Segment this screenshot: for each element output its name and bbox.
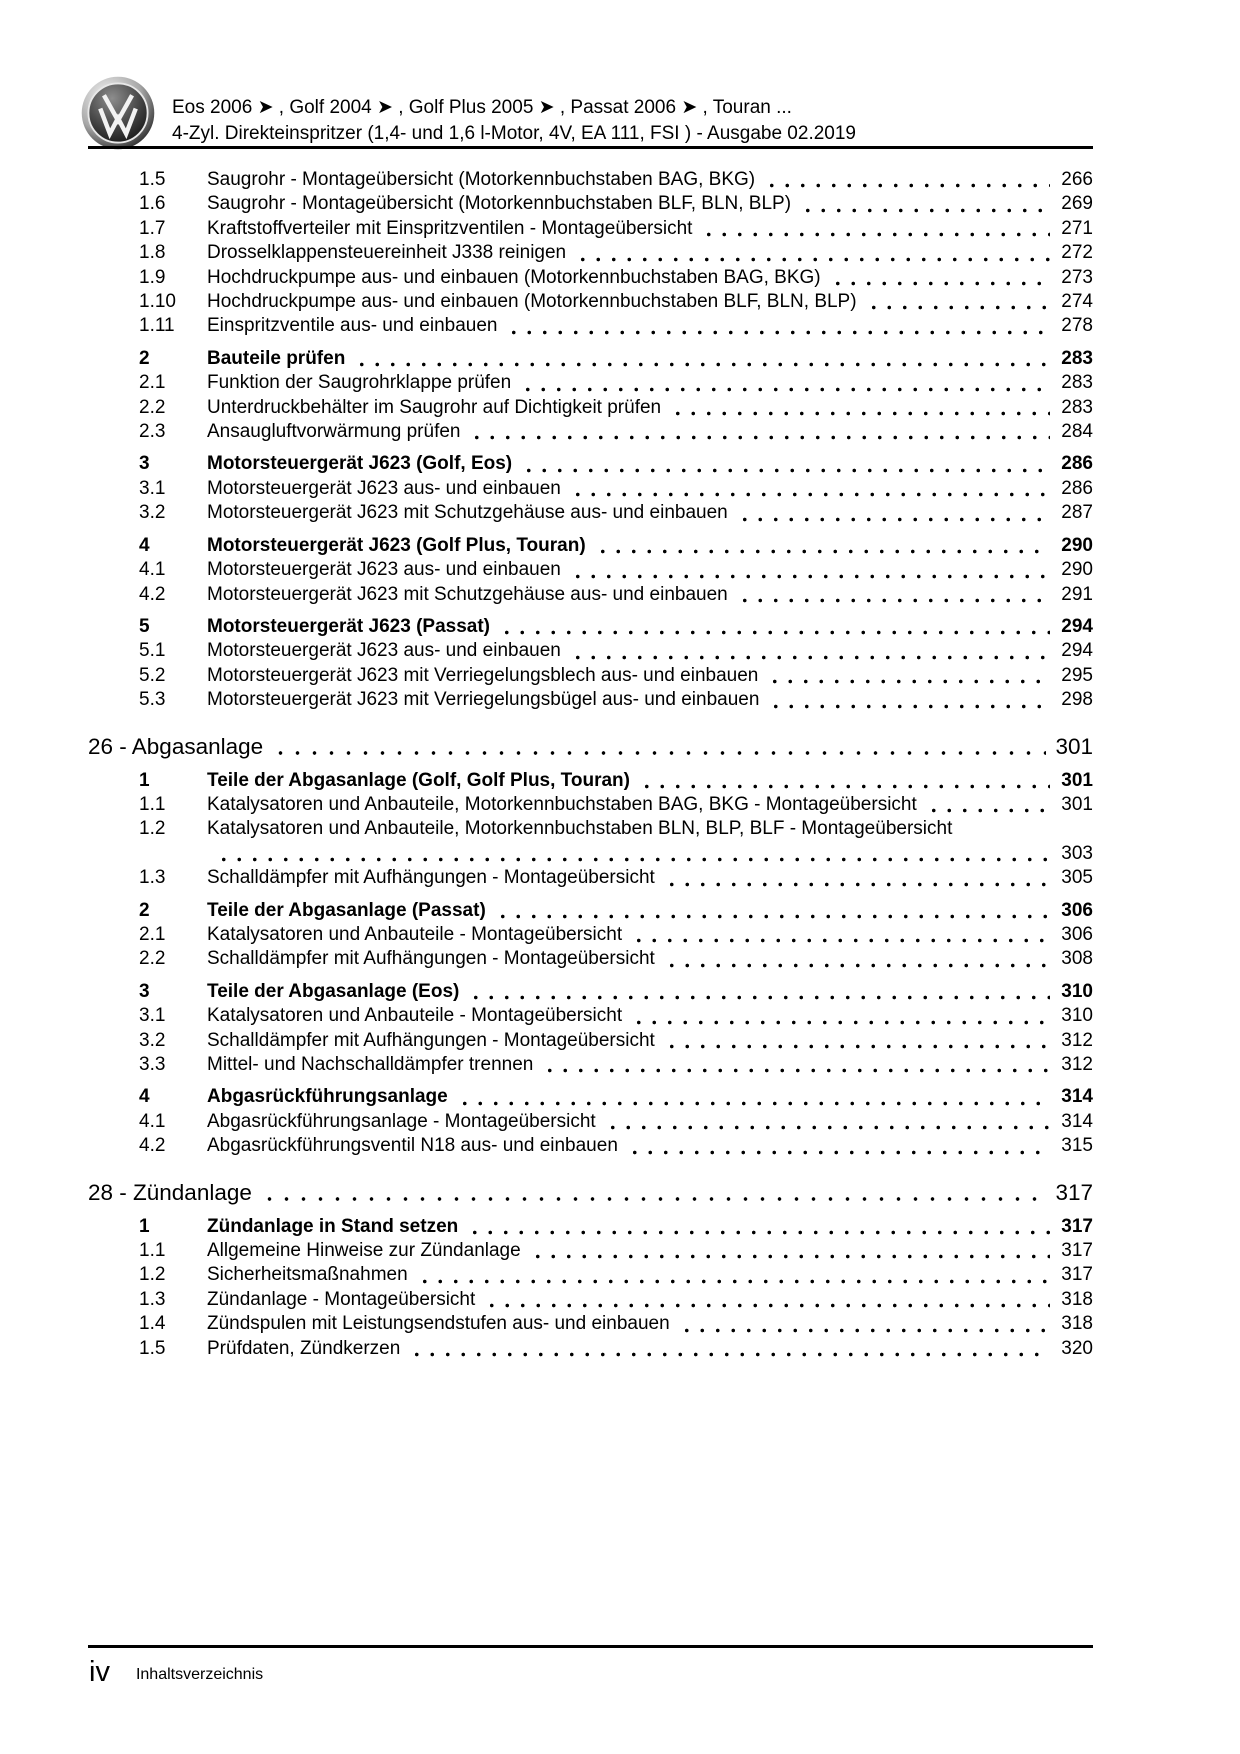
entry-number: 4: [139, 534, 150, 556]
entry-title: Abgasrückführungsanlage: [207, 1086, 448, 1108]
entry-number: 2.2: [139, 948, 166, 970]
entry-title: Motorsteuergerät J623 aus- und einbauen: [207, 640, 561, 662]
entry-number: 3.1: [139, 1005, 166, 1027]
dot-leader: [679, 1312, 1050, 1336]
entry-page-number: 320: [1061, 1337, 1093, 1359]
chapter-title: 26 - Abgasanlage: [88, 733, 264, 759]
entry-title: Katalysatoren und Anbauteile, Motorkennbuchstaben BAG, BKG - Montageübersicht: [207, 793, 917, 815]
entry-number: 3.1: [139, 477, 166, 499]
entry-page-number: 303: [1061, 842, 1093, 864]
entry-title: Teile der Abgasanlage (Eos): [207, 980, 460, 1002]
entry-number: 2.1: [139, 923, 166, 945]
entry-number: 2.3: [139, 421, 166, 443]
entry-title: Bauteile prüfen: [207, 347, 346, 369]
entry-page-number: 318: [1061, 1288, 1093, 1310]
entry-title: Motorsteuergerät J623 aus- und einbauen: [207, 477, 561, 499]
dot-leader: [520, 371, 1050, 395]
entry-number: 1.10: [139, 291, 176, 313]
entry-number: 5: [139, 615, 150, 637]
toc-entry: [88, 980, 1093, 1004]
entry-page-number: 315: [1061, 1135, 1093, 1157]
entry-page-number: 284: [1061, 421, 1093, 443]
entry-title: Allgemeine Hinweise zur Zündanlage: [207, 1240, 521, 1262]
toc-entry: [88, 688, 1093, 712]
entry-number: 1.2: [139, 818, 166, 840]
footer-section-label: Inhaltsverzeichnis: [135, 1666, 264, 1683]
toc-entry: [88, 1337, 1093, 1361]
entry-title: Kraftstoffverteiler mit Einspritzventilen - Montageübersicht: [207, 217, 693, 239]
toc-entry: [88, 1085, 1093, 1109]
entry-page-number: 306: [1061, 899, 1093, 921]
entry-page-number: 286: [1061, 453, 1093, 475]
dot-leader: [701, 217, 1050, 241]
dot-leader: [764, 168, 1050, 192]
dot-leader: [926, 793, 1050, 817]
chapter-page-number: 317: [1055, 1179, 1093, 1205]
entry-number: 4: [139, 1086, 150, 1108]
entry-page-number: 314: [1061, 1110, 1093, 1132]
toc-entry-continuation: [88, 842, 1093, 866]
toc-entry: [88, 1110, 1093, 1134]
page-header: [172, 95, 856, 147]
toc-entry: [88, 1215, 1093, 1239]
toc-entry: [88, 899, 1093, 923]
entry-page-number: 310: [1061, 1005, 1093, 1027]
entry-title: Teile der Abgasanlage (Passat): [207, 899, 486, 921]
entry-page-number: 301: [1061, 769, 1093, 791]
entry-number: 1.4: [139, 1313, 166, 1335]
toc-entry: [88, 1029, 1093, 1053]
entry-page-number: 291: [1061, 583, 1093, 605]
toc-entry: [88, 1239, 1093, 1263]
entry-page-number: 294: [1061, 615, 1093, 637]
entry-title: Saugrohr - Montageübersicht (Motorkennbuchstaben BLF, BLN, BLP): [207, 193, 792, 215]
toc-entry: [88, 241, 1093, 265]
entry-title: Zündanlage - Montageübersicht: [207, 1288, 476, 1310]
toc-entry: [88, 639, 1093, 663]
entry-page-number: 310: [1061, 980, 1093, 1002]
entry-title: Katalysatoren und Anbauteile - Montageübersicht: [207, 1005, 623, 1027]
entry-page-number: 286: [1061, 477, 1093, 499]
toc-entry: [88, 168, 1093, 192]
dot-leader: [737, 583, 1050, 607]
dot-leader: [495, 899, 1050, 923]
entry-title: Saugrohr - Montageübersicht (Motorkennbuchstaben BAG, BKG): [207, 169, 756, 190]
entry-number: 1.11: [139, 315, 175, 337]
toc-entry: [88, 1312, 1093, 1336]
entry-number: 2.2: [139, 396, 166, 418]
entry-number: 3: [139, 453, 150, 475]
entry-number: 1.2: [139, 1264, 166, 1286]
dot-leader: [595, 534, 1050, 558]
entry-title: Unterdruckbehälter im Saugrohr auf Dichtigkeit prüfen: [207, 396, 662, 418]
toc-entry: [88, 314, 1093, 338]
dot-leader: [542, 1053, 1050, 1077]
toc-entry: [88, 1134, 1093, 1158]
toc-entry: [88, 664, 1093, 688]
entry-page-number: 283: [1061, 396, 1093, 418]
entry-title: Schalldämpfer mit Aufhängungen - Montageübersicht: [207, 867, 655, 889]
table-of-contents: [88, 168, 1093, 1361]
entry-title: Motorsteuergerät J623 (Golf, Eos): [207, 453, 513, 475]
entry-page-number: 306: [1061, 923, 1093, 945]
dot-leader: [409, 1337, 1050, 1361]
entry-title: Zündanlage in Stand setzen: [207, 1215, 459, 1237]
dot-leader: [530, 1239, 1050, 1263]
entry-title: Motorsteuergerät J623 mit Schutzgehäuse aus- und einbauen: [207, 502, 728, 524]
entry-number: 4.1: [139, 1110, 166, 1132]
dot-leader: [639, 769, 1050, 793]
chapter-page-number: 301: [1055, 733, 1093, 759]
entry-page-number: 274: [1061, 291, 1093, 313]
entry-number: 1.6: [139, 193, 166, 215]
entry-page-number: 278: [1061, 315, 1093, 337]
entry-title: Ansaugluftvorwärmung prüfen: [207, 421, 461, 443]
toc-entry: [88, 1288, 1093, 1312]
entry-title: Abgasrückführungsanlage - Montageübersicht: [207, 1110, 596, 1132]
entry-title: Katalysatoren und Anbauteile, Motorkennbuchstaben BLN, BLP, BLF - Montageübersicht: [207, 818, 953, 840]
header-edition-line: 4-Zyl. Direkteinspritzer (1,4- und 1,6 l-Motor, 4V, EA 111, FSI ) - Ausgabe 02.2019: [172, 123, 856, 144]
entry-page-number: 305: [1061, 867, 1093, 889]
toc-entry: [88, 1263, 1093, 1287]
toc-entry: [88, 923, 1093, 947]
toc-entry: [88, 1053, 1093, 1077]
toc-entry: [88, 501, 1093, 525]
entry-number: 5.3: [139, 689, 166, 711]
entry-number: 5.1: [139, 640, 166, 662]
entry-title: Teile der Abgasanlage (Golf, Golf Plus, Touran): [207, 769, 630, 791]
entry-title: Prüfdaten, Zündkerzen: [207, 1337, 401, 1359]
toc-entry: [88, 558, 1093, 582]
entry-page-number: 308: [1061, 948, 1093, 970]
toc-entry: [88, 793, 1093, 817]
dot-leader: [605, 1110, 1050, 1134]
entry-number: 4.2: [139, 583, 166, 605]
entry-page-number: 266: [1061, 169, 1093, 190]
entry-page-number: 294: [1061, 640, 1093, 662]
dot-leader: [506, 314, 1050, 338]
toc-entry: [88, 817, 1093, 841]
vw-logo-icon: [78, 76, 158, 150]
entry-title: Motorsteuergerät J623 (Golf Plus, Touran): [207, 534, 586, 556]
toc-entry: [88, 290, 1093, 314]
entry-number: 1.8: [139, 242, 166, 264]
toc-entry: [88, 192, 1093, 216]
entry-page-number: 312: [1061, 1029, 1093, 1051]
entry-number: 1.5: [139, 1337, 166, 1359]
entry-page-number: 317: [1061, 1240, 1093, 1262]
chapter-title: 28 - Zündanlage: [88, 1179, 252, 1205]
toc-entry: [88, 947, 1093, 971]
entry-number: 1.3: [139, 1288, 166, 1310]
entry-number: 4.2: [139, 1135, 166, 1157]
entry-number: 1.9: [139, 266, 166, 288]
header-rule: [88, 146, 1093, 149]
vw-logo: [78, 76, 158, 150]
dot-leader: [467, 1215, 1050, 1239]
footer-rule: [88, 1645, 1093, 1648]
toc-entry: [88, 866, 1093, 890]
dot-leader: [631, 923, 1050, 947]
entry-page-number: 290: [1061, 534, 1093, 556]
dot-leader: [575, 241, 1050, 265]
entry-title: Einspritzventile aus- und einbauen: [207, 315, 498, 337]
entry-title: Hochdruckpumpe aus- und einbauen (Motorkennbuchstaben BAG, BKG): [207, 266, 821, 288]
entry-number: 3.2: [139, 1029, 166, 1051]
dot-leader: [768, 688, 1050, 712]
toc-entry: [88, 347, 1093, 371]
dot-leader: [631, 1004, 1050, 1028]
entry-page-number: 295: [1061, 664, 1093, 686]
dot-leader: [767, 664, 1050, 688]
dot-leader: [521, 452, 1050, 476]
entry-number: 5.2: [139, 664, 166, 686]
header-model-line: Eos 2006 ➤ , Golf 2004 ➤ , Golf Plus 2005 ➤ , Passat 2006 ➤ , Touran ...: [172, 97, 792, 118]
dot-leader: [484, 1288, 1050, 1312]
dot-leader: [216, 842, 1050, 866]
entry-page-number: 283: [1061, 372, 1093, 394]
entry-title: Motorsteuergerät J623 mit Verriegelungsbügel aus- und einbauen: [207, 689, 760, 711]
entry-page-number: 272: [1061, 242, 1093, 264]
entry-page-number: 312: [1061, 1054, 1093, 1075]
toc-entry: [88, 371, 1093, 395]
entry-page-number: 269: [1061, 193, 1093, 215]
entry-page-number: 317: [1061, 1264, 1093, 1286]
entry-title: Abgasrückführungsventil N18 aus- und einbauen: [207, 1135, 618, 1157]
entry-title: Motorsteuergerät J623 aus- und einbauen: [207, 559, 561, 581]
toc-entry: [88, 769, 1093, 793]
entry-number: 2.1: [139, 372, 166, 394]
footer-page-number: iv: [89, 1656, 110, 1688]
page-footer: [89, 1656, 263, 1688]
entry-page-number: 301: [1061, 793, 1093, 815]
entry-title: Schalldämpfer mit Aufhängungen - Montageübersicht: [207, 1029, 655, 1051]
toc-entry: [88, 396, 1093, 420]
toc-entry: [88, 217, 1093, 241]
chapter-heading: [88, 1179, 1093, 1207]
dot-leader: [737, 501, 1050, 525]
entry-title: Motorsteuergerät J623 (Passat): [207, 615, 490, 637]
toc-entry: [88, 583, 1093, 607]
dot-leader: [664, 1029, 1050, 1053]
entry-number: 1.3: [139, 867, 166, 889]
entry-number: 3.2: [139, 502, 166, 524]
dot-leader: [866, 290, 1050, 314]
entry-title: Zündspulen mit Leistungsendstufen aus- und einbauen: [207, 1313, 670, 1335]
entry-page-number: 283: [1061, 347, 1093, 369]
dot-leader: [469, 420, 1050, 444]
entry-title: Sicherheitsmaßnahmen: [207, 1264, 408, 1286]
dot-leader: [468, 980, 1050, 1004]
entry-page-number: 290: [1061, 559, 1093, 581]
entry-page-number: 273: [1061, 266, 1093, 288]
toc-entry: [88, 615, 1093, 639]
dot-leader: [664, 866, 1050, 890]
entry-page-number: 314: [1061, 1086, 1093, 1108]
entry-page-number: 298: [1061, 689, 1093, 711]
entry-number: 1: [139, 1215, 150, 1237]
entry-page-number: 318: [1061, 1313, 1093, 1335]
dot-leader: [261, 1179, 1046, 1207]
entry-number: 1.7: [139, 217, 166, 239]
entry-title: Schalldämpfer mit Aufhängungen - Montageübersicht: [207, 948, 655, 970]
toc-entry: [88, 266, 1093, 290]
dot-leader: [417, 1263, 1050, 1287]
dot-leader: [499, 615, 1050, 639]
dot-leader: [457, 1085, 1050, 1109]
toc-entry: [88, 1004, 1093, 1028]
entry-number: 3: [139, 980, 150, 1002]
entry-title: Drosselklappensteuereinheit J338 reinigen: [207, 242, 567, 264]
dot-leader: [570, 639, 1050, 663]
dot-leader: [627, 1134, 1050, 1158]
entry-number: 1.1: [139, 793, 166, 815]
dot-leader: [670, 396, 1050, 420]
entry-page-number: 271: [1061, 217, 1093, 239]
toc-entry: [88, 452, 1093, 476]
entry-number: 3.3: [139, 1054, 166, 1075]
entry-page-number: 287: [1061, 502, 1093, 524]
entry-title: Hochdruckpumpe aus- und einbauen (Motorkennbuchstaben BLF, BLN, BLP): [207, 291, 857, 313]
entry-number: 4.1: [139, 559, 166, 581]
chapter-heading: [88, 733, 1093, 761]
dot-leader: [354, 347, 1050, 371]
toc-entry: [88, 420, 1093, 444]
entry-page-number: 317: [1061, 1215, 1093, 1237]
dot-leader: [570, 477, 1050, 501]
entry-title: Funktion der Saugrohrklappe prüfen: [207, 372, 512, 394]
entry-number: 2: [139, 899, 150, 921]
entry-number: 1.5: [139, 169, 166, 190]
dot-leader: [570, 558, 1050, 582]
entry-title: Motorsteuergerät J623 mit Schutzgehäuse aus- und einbauen: [207, 583, 728, 605]
entry-number: 2: [139, 347, 150, 369]
toc-entry: [88, 534, 1093, 558]
entry-title: Mittel- und Nachschalldämpfer trennen: [207, 1054, 534, 1075]
dot-leader: [272, 733, 1046, 761]
dot-leader: [664, 947, 1050, 971]
dot-leader: [800, 192, 1050, 216]
toc-entry: [88, 477, 1093, 501]
entry-number: 1.1: [139, 1240, 166, 1262]
dot-leader: [830, 266, 1050, 290]
entry-title: Katalysatoren und Anbauteile - Montageübersicht: [207, 923, 623, 945]
entry-title: Motorsteuergerät J623 mit Verriegelungsblech aus- und einbauen: [207, 664, 759, 686]
entry-number: 1: [139, 769, 150, 791]
